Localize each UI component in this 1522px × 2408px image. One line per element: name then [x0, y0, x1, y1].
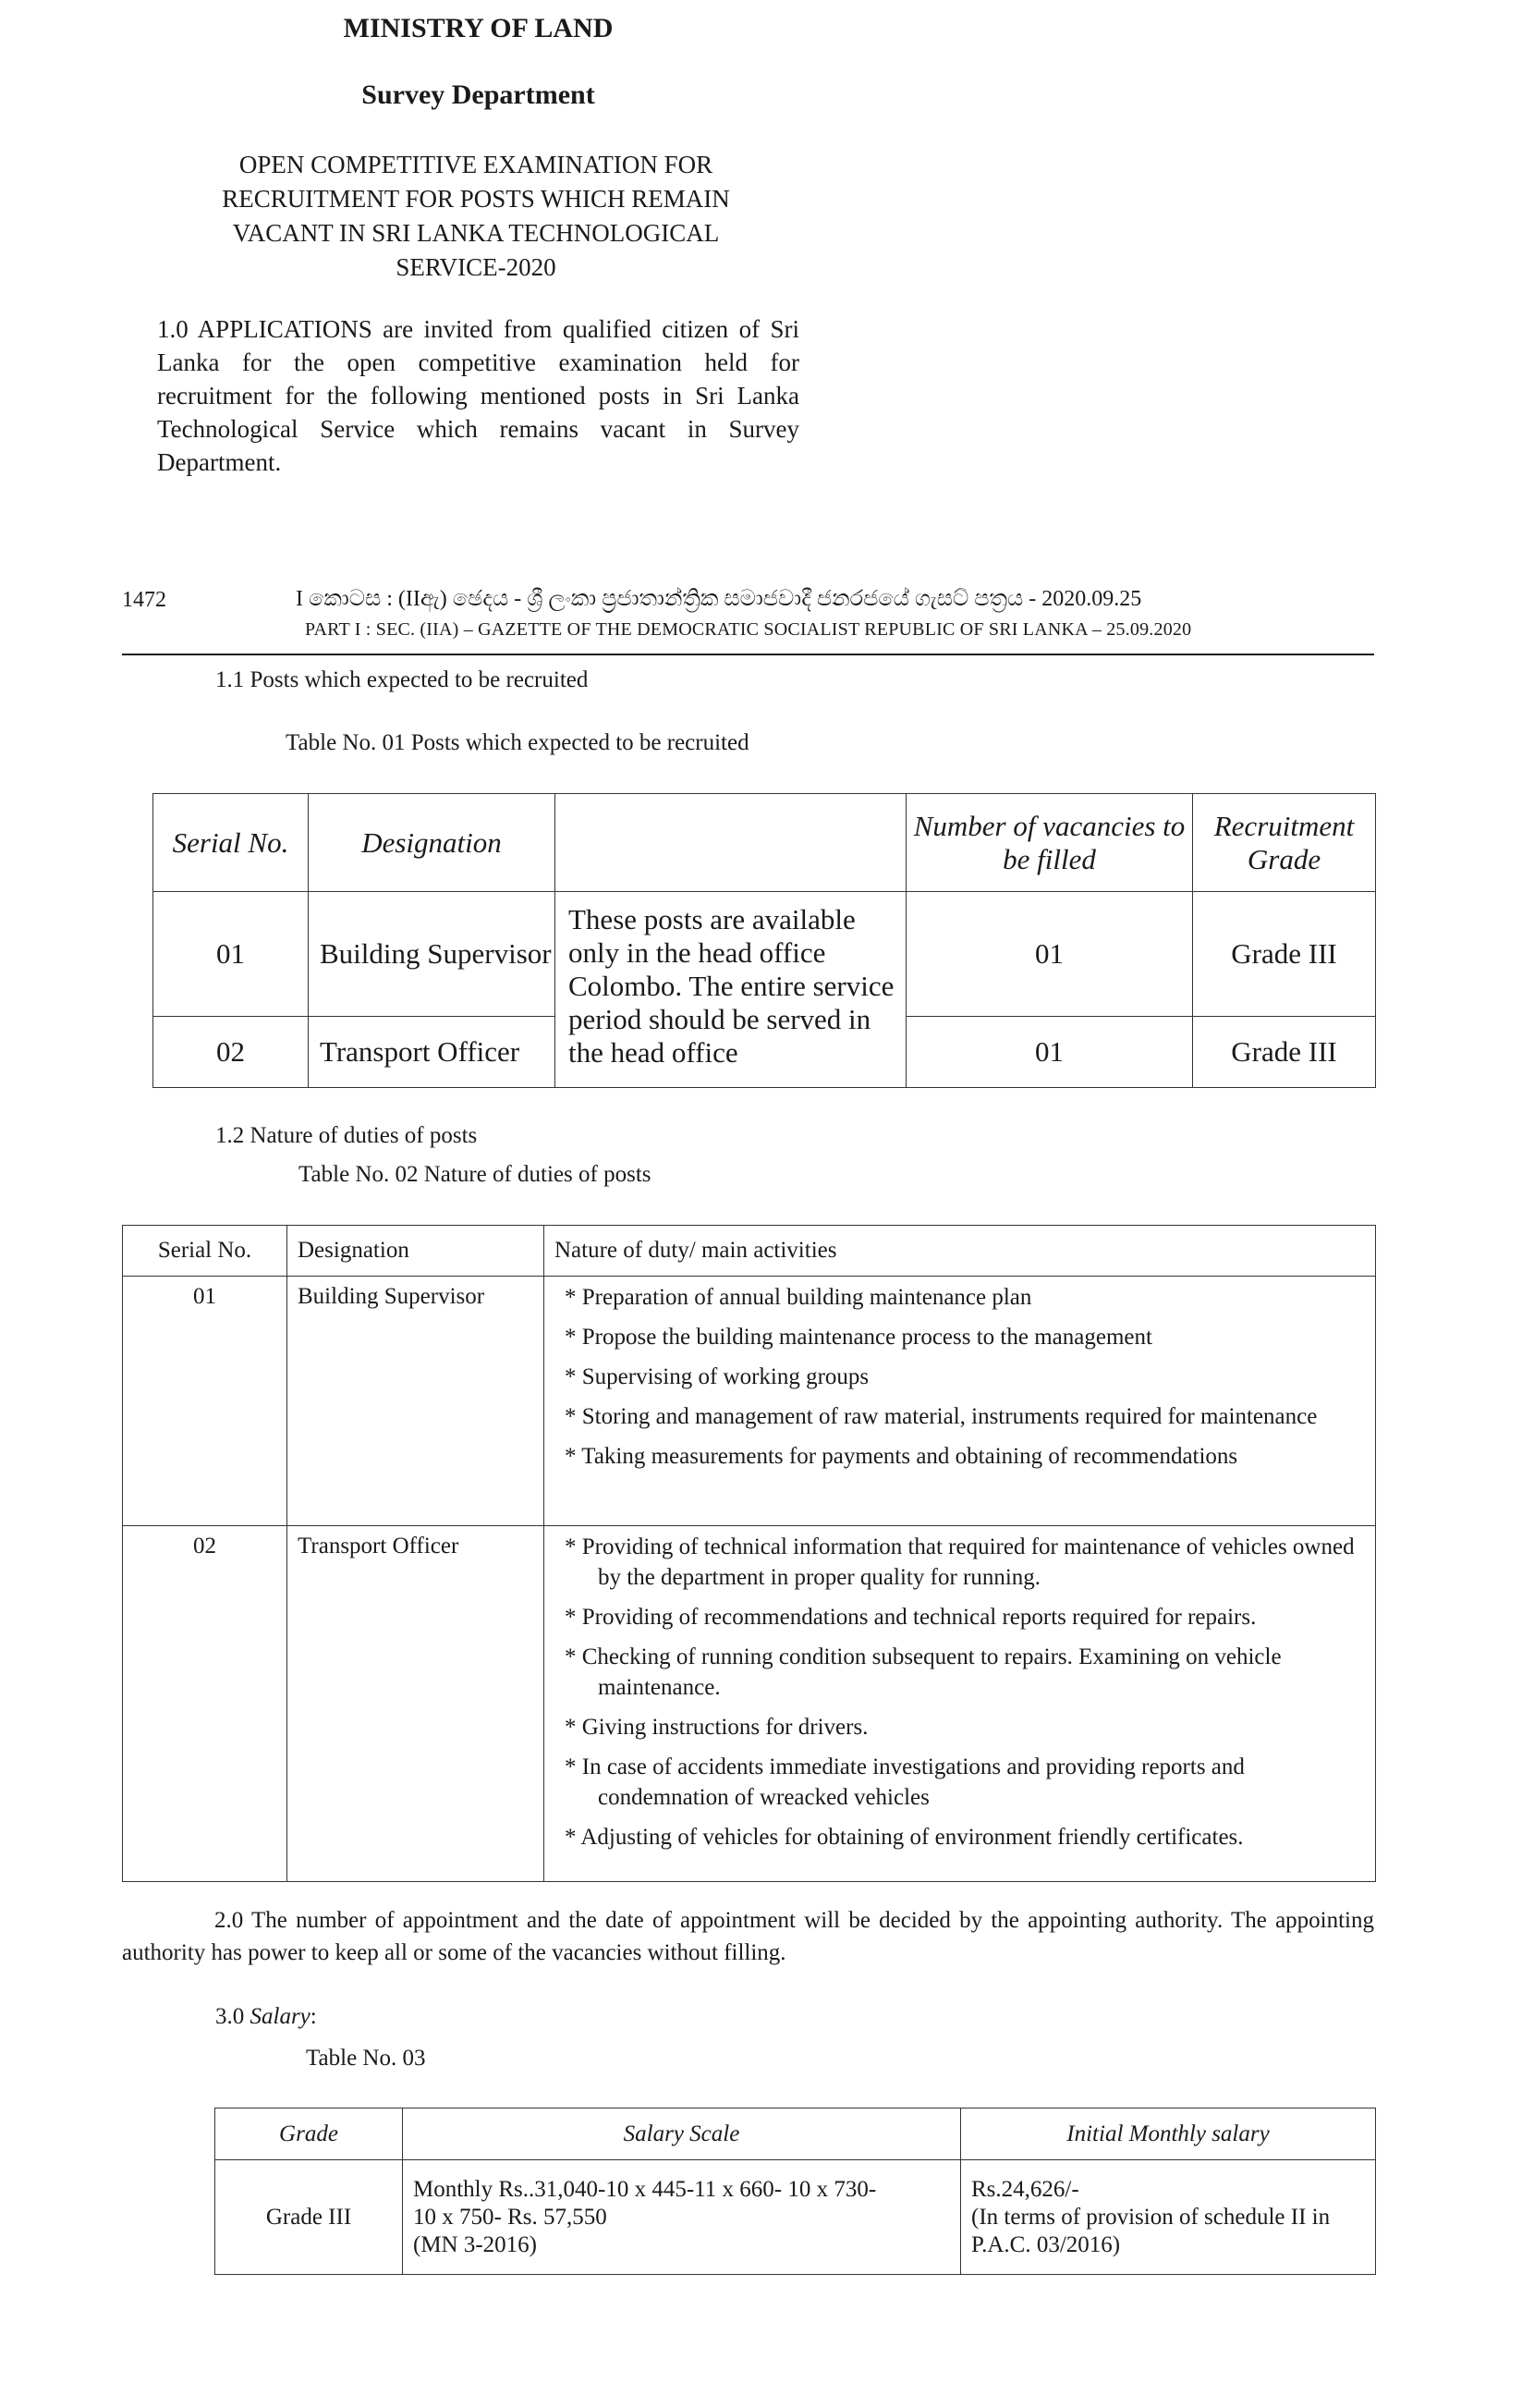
column-header: Designation — [309, 794, 555, 892]
section-2-paragraph: 2.0 The number of appointment and the date of appointment will be decided by the appointing authority. The appointing authority has power to keep all or some of the vacancies without filling. — [122, 1908, 1374, 1965]
serial-cell: 01 — [153, 892, 309, 1017]
title-line: RECRUITMENT FOR POSTS WHICH REMAIN — [222, 185, 730, 213]
duty-item: * Propose the building maintenance process to the management — [565, 1325, 1152, 1350]
serial-cell: 02 — [153, 1017, 309, 1088]
section-label: Salary — [250, 2004, 310, 2029]
duty-item: * Adjusting of vehicles for obtaining of environment friendly certificates. — [565, 1825, 1244, 1850]
location-note-cell: These posts are available only in the head office Colombo. The entire service period should be served in the head office — [555, 892, 907, 1088]
duty-item: * Giving instructions for drivers. — [565, 1715, 869, 1740]
section-1-1-heading: 1.1 Posts which expected to be recruited — [215, 667, 589, 692]
column-header: Salary Scale — [403, 2109, 961, 2160]
column-header: Grade — [215, 2109, 403, 2160]
column-header: Number of vacancies to be filled — [907, 794, 1193, 892]
column-header: Designation — [287, 1226, 544, 1277]
ministry-heading: MINISTRY OF LAND — [343, 13, 614, 43]
vacancies-cell: 01 — [907, 892, 1193, 1017]
duties-cell — [544, 1277, 1376, 1526]
title-line: OPEN COMPETITIVE EXAMINATION FOR — [238, 151, 713, 178]
table-1-caption: Table No. 01 Posts which expected to be recruited — [286, 730, 749, 755]
section-number: 3.0 — [215, 2004, 250, 2029]
table-row — [215, 2160, 1376, 2275]
table-3-caption: Table No. 03 — [306, 2046, 426, 2071]
grade-cell: Grade III — [1193, 1017, 1376, 1088]
duty-item: * Providing of recommendations and technical reports required for repairs. — [565, 1605, 1257, 1630]
grade-cell: Grade III — [1193, 892, 1376, 1017]
notice-title — [139, 148, 813, 285]
duty-item: * Storing and management of raw material, instruments required for maintenance — [565, 1404, 1318, 1429]
department-heading: Survey Department — [361, 79, 595, 110]
duty-item: * In case of accidents immediate investigations and providing reports and condemnation of wreacked vehicles — [565, 1754, 1245, 1810]
duty-item: * Supervising of working groups — [565, 1364, 870, 1389]
designation-cell: Building Supervisor — [309, 892, 555, 1017]
initial-line: (In terms of provision of schedule II in — [971, 2204, 1331, 2230]
salary-table — [214, 2108, 1376, 2275]
initial-line: Rs.24,626/- — [971, 2176, 1079, 2202]
duty-item: * Providing of technical information that required for maintenance of vehicles owned by the department in proper quality for running. — [565, 1534, 1355, 1590]
designation-cell: Transport Officer — [287, 1526, 544, 1882]
column-header: Recruitment Grade — [1193, 794, 1376, 892]
initial-line: P.A.C. 03/2016) — [971, 2231, 1121, 2257]
vacancies-cell: 01 — [907, 1017, 1193, 1088]
posts-table — [152, 793, 1376, 1088]
gazette-header-sinhala: I කොටස : (IIඇ) ඡෙදය - ශ්‍රී ලංකා ප්‍රජාතාන්ත්‍රික සමාජවාදී ජනරජයේ ගැසට් පත්‍රය - 2020.09.25 — [296, 587, 1142, 611]
header-divider — [122, 654, 1374, 655]
table-header-row — [215, 2109, 1376, 2160]
table-row — [153, 892, 1376, 1017]
duty-item: * Taking measurements for payments and obtaining of recommendations — [565, 1444, 1238, 1469]
duty-item: * Checking of running condition subsequent to repairs. Examining on vehicle maintenance. — [565, 1644, 1282, 1700]
intro-paragraph: 1.0 APPLICATIONS are invited from qualified citizen of Sri Lanka for the open competitive examination held for recruitment for the following mentioned posts in Sri Lanka Technological Service which remains vacant in Survey Department. — [157, 315, 799, 476]
table-header-row — [123, 1226, 1376, 1277]
table-row — [123, 1277, 1376, 1526]
salary-scale-cell — [403, 2160, 961, 2275]
section-1-2-heading: 1.2 Nature of duties of posts — [215, 1123, 478, 1148]
grade-cell: Grade III — [215, 2160, 403, 2275]
column-header: Initial Monthly salary — [961, 2109, 1376, 2160]
serial-cell: 01 — [123, 1277, 287, 1526]
column-header: Serial No. — [123, 1226, 287, 1277]
scale-line: Monthly Rs..31,040-10 x 445-11 x 660- 10 x 730- — [413, 2176, 877, 2202]
designation-cell: Transport Officer — [309, 1017, 555, 1088]
duties-cell — [544, 1526, 1376, 1882]
table-2-caption: Table No. 02 Nature of duties of posts — [298, 1162, 651, 1187]
scale-line: 10 x 750- Rs. 57,550 — [413, 2204, 607, 2230]
section-suffix: : — [310, 2004, 317, 2029]
column-header: Serial No. — [153, 794, 309, 892]
title-line: SERVICE-2020 — [396, 253, 556, 281]
initial-salary-cell — [961, 2160, 1376, 2275]
column-header: Nature of duty/ main activities — [544, 1226, 1376, 1277]
table-row — [123, 1526, 1376, 1882]
table-header-row — [153, 794, 1376, 892]
gazette-header-english: PART I : SEC. (IIA) – GAZETTE OF THE DEMOCRATIC SOCIALIST REPUBLIC OF SRI LANKA – 25.09.2020 — [305, 619, 1192, 640]
column-header — [555, 794, 907, 892]
page-number: 1472 — [122, 588, 166, 612]
duties-table — [122, 1225, 1376, 1882]
scale-line: (MN 3-2016) — [413, 2231, 538, 2257]
title-line: VACANT IN SRI LANKA TECHNOLOGICAL — [232, 219, 720, 247]
serial-cell: 02 — [123, 1526, 287, 1882]
designation-cell: Building Supervisor — [287, 1277, 544, 1526]
duty-item: * Preparation of annual building maintenance plan — [565, 1285, 1032, 1310]
section-3-heading — [215, 2004, 317, 2030]
